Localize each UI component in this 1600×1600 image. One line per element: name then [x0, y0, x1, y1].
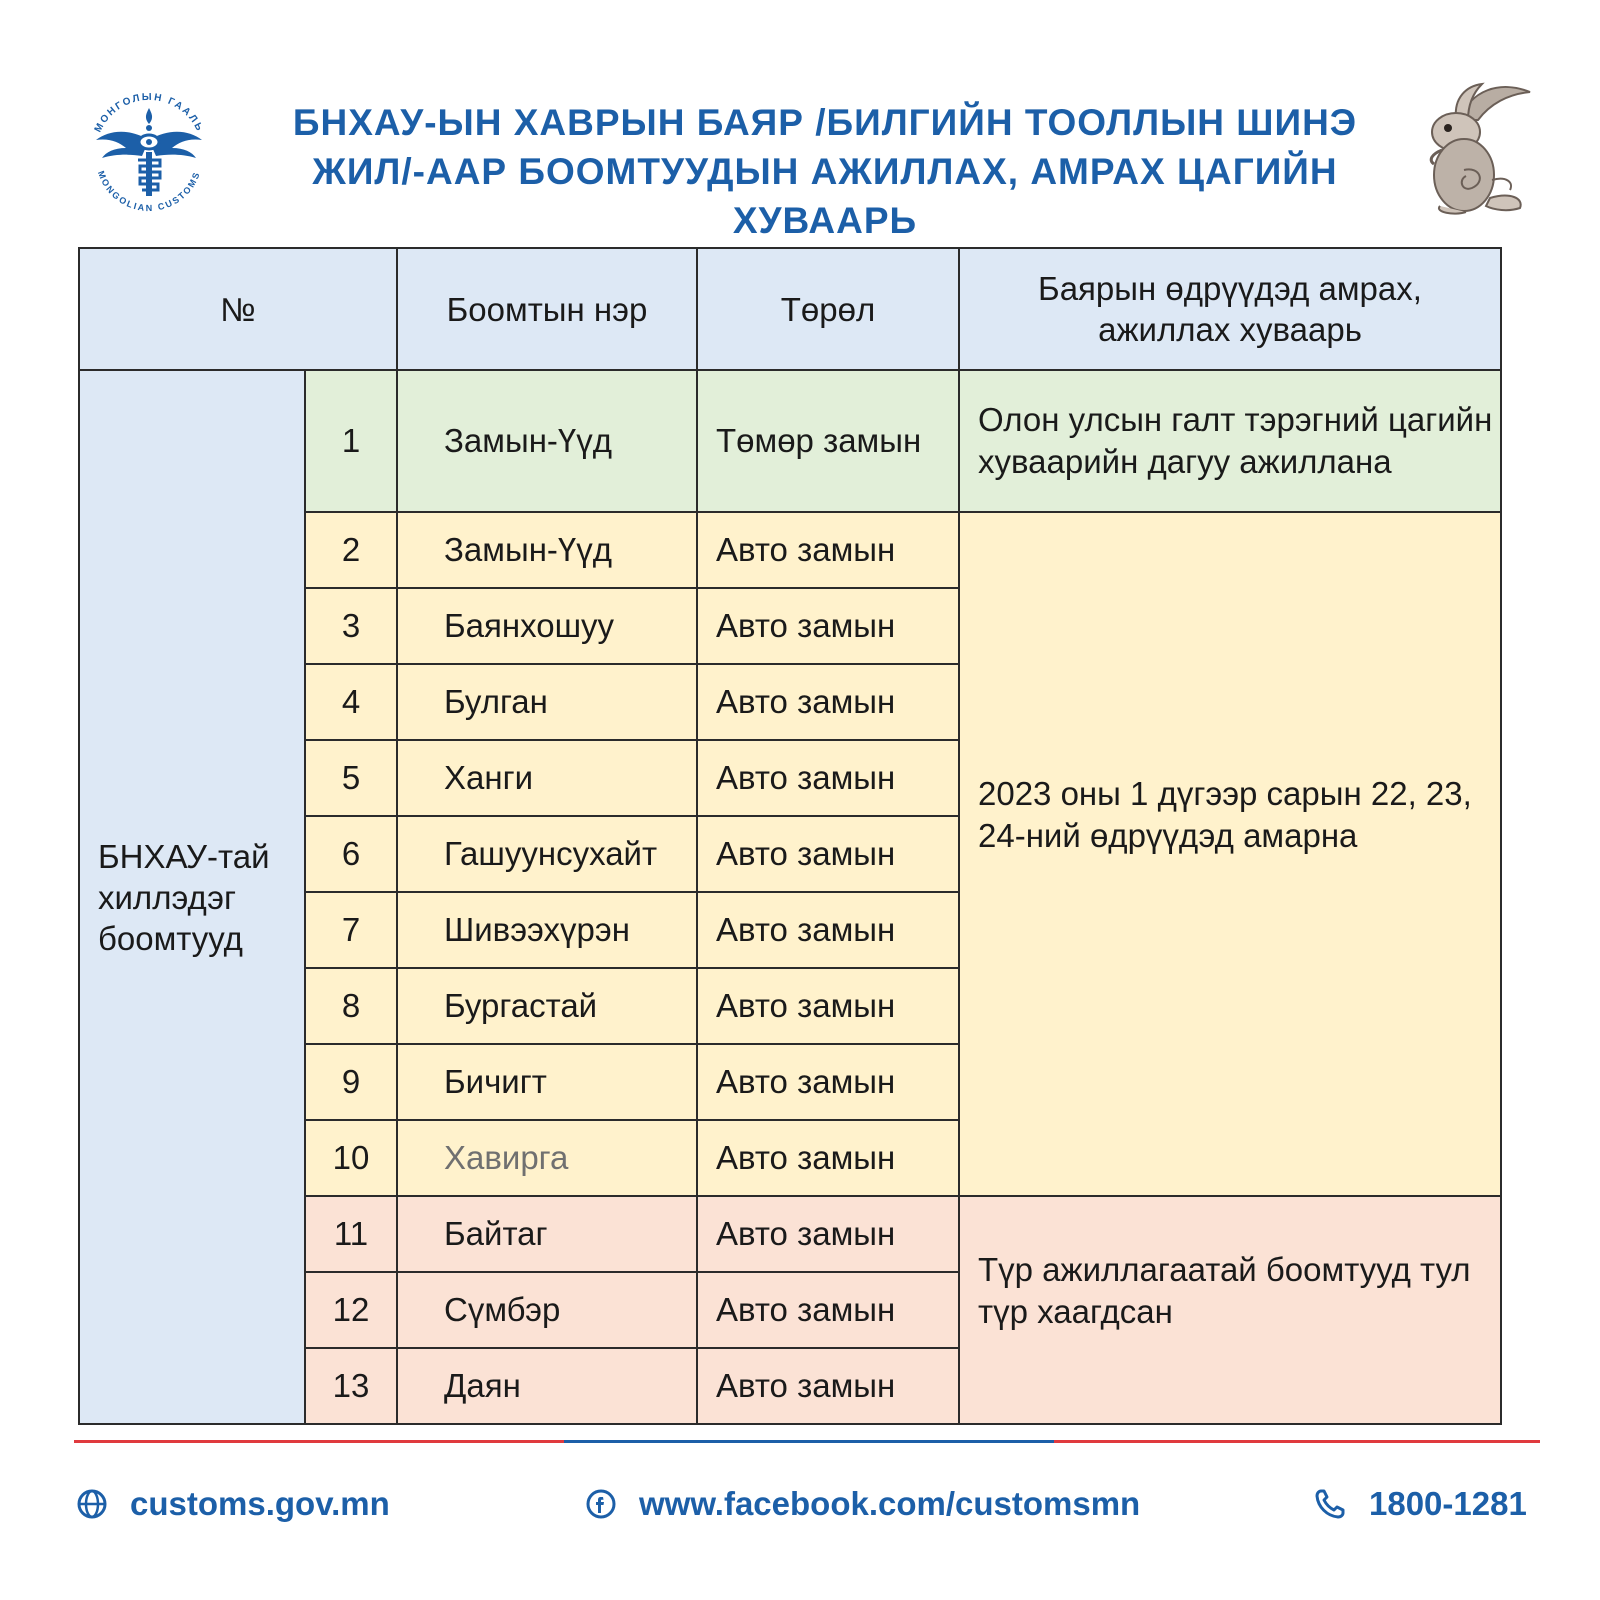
rabbit-illustration — [1420, 80, 1535, 220]
port-name: Баянхошуу — [397, 588, 697, 664]
port-type: Авто замын — [697, 588, 959, 664]
table-header-row — [79, 248, 1501, 370]
port-name: Булган — [397, 664, 697, 740]
footer-facebook[interactable] — [585, 1485, 1140, 1523]
port-type: Авто замын — [697, 740, 959, 816]
port-type: Авто замын — [697, 664, 959, 740]
website-link[interactable]: customs.gov.mn — [130, 1485, 390, 1522]
mongolian-customs-logo — [74, 78, 224, 228]
port-type: Авто замын — [697, 892, 959, 968]
port-number: 5 — [305, 740, 397, 816]
schedule-note-temporary: Түр ажиллагаатай боомтууд тул түр хаагдсан — [959, 1196, 1501, 1424]
port-type: Төмөр замын — [697, 370, 959, 512]
port-number: 6 — [305, 816, 397, 892]
port-number: 7 — [305, 892, 397, 968]
phone-number[interactable]: 1800-1281 — [1369, 1485, 1527, 1522]
port-type: Авто замын — [697, 1348, 959, 1424]
footer-divider-blue — [564, 1440, 1054, 1443]
port-name: Хавирга — [397, 1120, 697, 1196]
port-name: Ханги — [397, 740, 697, 816]
port-number: 8 — [305, 968, 397, 1044]
schedule-note-holidays: 2023 оны 1 дүгээр сарын 22, 23, 24-ний өдрүүдэд амарна — [959, 512, 1501, 1196]
port-number: 10 — [305, 1120, 397, 1196]
port-name: Замын-Үүд — [397, 512, 697, 588]
facebook-icon — [585, 1488, 617, 1520]
logo-text-top: МОНГОЛЫН ГААЛЬ — [92, 91, 206, 135]
footer-website[interactable] — [76, 1485, 390, 1523]
facebook-link[interactable]: www.facebook.com/customsmn — [639, 1485, 1141, 1522]
port-number: 11 — [305, 1196, 397, 1272]
port-type: Авто замын — [697, 1120, 959, 1196]
port-name: Гашуунсухайт — [397, 816, 697, 892]
footer-phone[interactable] — [1313, 1485, 1527, 1523]
port-name: Сүмбэр — [397, 1272, 697, 1348]
phone-icon — [1313, 1487, 1347, 1521]
logo-text-bottom: MONGOLIAN CUSTOMS — [95, 169, 203, 214]
table-row — [79, 370, 1501, 512]
port-number: 2 — [305, 512, 397, 588]
port-number: 1 — [305, 370, 397, 512]
footer-divider-red — [74, 1440, 564, 1443]
header-num: № — [79, 248, 397, 370]
title-line-2: ЖИЛ/-ААР БООМТУУДЫН АЖИЛЛАХ, АМРАХ ЦАГИЙН ХУВААРЬ — [312, 151, 1338, 241]
port-number: 12 — [305, 1272, 397, 1348]
header-type: Төрөл — [697, 248, 959, 370]
group-label: БНХАУ-тай хиллэдэг боомтууд — [79, 370, 305, 1424]
port-number: 3 — [305, 588, 397, 664]
port-number: 4 — [305, 664, 397, 740]
port-name: Замын-Үүд — [397, 370, 697, 512]
port-name: Шивээхүрэн — [397, 892, 697, 968]
port-name: Байтаг — [397, 1196, 697, 1272]
header-schedule: Баярын өдрүүдэд амрах, ажиллах хуваарь — [959, 248, 1501, 370]
page-title — [250, 98, 1400, 245]
port-number: 13 — [305, 1348, 397, 1424]
port-type: Авто замын — [697, 816, 959, 892]
globe-icon — [76, 1488, 108, 1520]
port-name: Бургастай — [397, 968, 697, 1044]
footer-divider-red-right — [1054, 1440, 1540, 1443]
port-type: Авто замын — [697, 512, 959, 588]
port-type: Авто замын — [697, 1044, 959, 1120]
header-name: Боомтын нэр — [397, 248, 697, 370]
port-number: 9 — [305, 1044, 397, 1120]
schedule-note-rail: Олон улсын галт тэрэгний цагийн хуваарийн дагуу ажиллана — [959, 370, 1501, 512]
port-name: Даян — [397, 1348, 697, 1424]
schedule-table — [78, 247, 1502, 1425]
port-type: Авто замын — [697, 968, 959, 1044]
title-line-1: БНХАУ-ЫН ХАВРЫН БАЯР /БИЛГИЙН ТООЛЛЫН ШИНЭ — [292, 102, 1358, 143]
port-type: Авто замын — [697, 1196, 959, 1272]
port-type: Авто замын — [697, 1272, 959, 1348]
port-name: Бичигт — [397, 1044, 697, 1120]
